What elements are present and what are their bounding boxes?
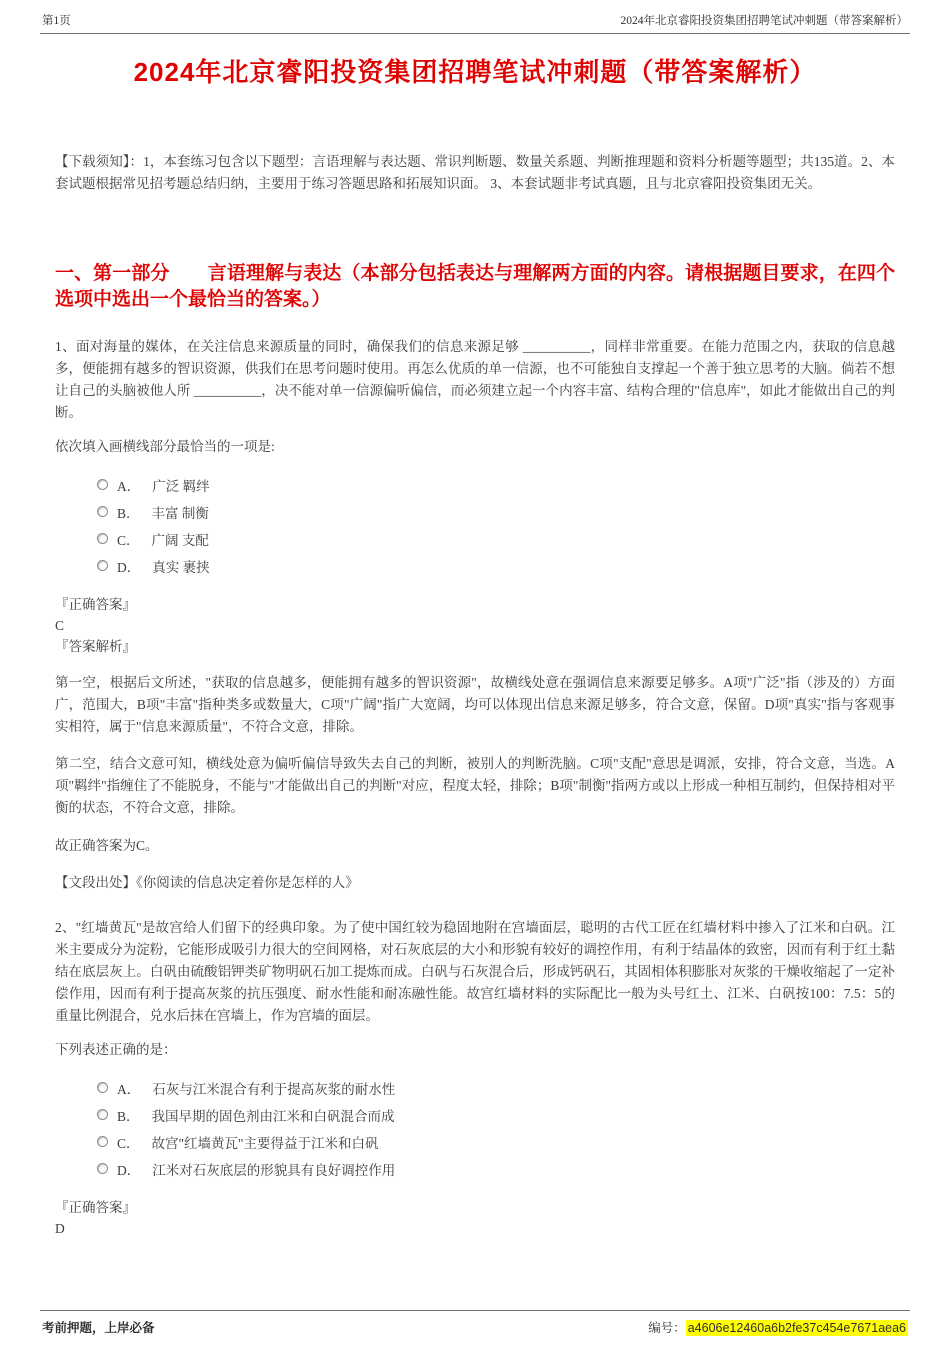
radio-button-icon[interactable]: [97, 1109, 108, 1120]
option-letter: A．: [117, 1081, 141, 1097]
question-2-stem: 2、"红墙黄瓦"是故宫给人们留下的经典印象。为了使中国红较为稳固地附在宫墙面层，聪明的古代工匠在红墙材料中掺入了江米和白矾。江米主要成分为淀粉，它能形成吸引力很大的空间网格，对石灰底层的大小和形貌有较好的调控作用，有利于结晶体的致密，因而有利于红土黏结在底层灰上。白矾由硫酸铝钾类矿物明矾石加工提炼而成。白矾与石灰混合后，形成钙矾石，其固相体积膨胀对灰浆的干燥收缩起了一定补偿作用，因而有利于提高灰浆的抗压强度、耐水性能和耐冻融性能。故宫红墙材料的实际配比一般为头号红土、江米、白矾按100：7.5：5的重量比例混合，兑水后抹在宫墙上，作为宫墙的面层。: [55, 920, 895, 1023]
option-text: 广阔 支配: [151, 532, 209, 548]
option-q1-a[interactable]: [97, 471, 895, 498]
radio-button-icon[interactable]: [97, 479, 108, 490]
download-notice: 【下载须知】：1，本套练习包含以下题型：言语理解与表达题、常识判断题、数量关系题、判断推理题和资料分析题等题型；共135道。2、本套试题根据常见招考题总结归纳，主要用于练习答题思路和拓展知识面。 3、本套试题非考试真题，且与北京睿阳投资集团无关。: [55, 154, 895, 191]
passage-source: 【文段出处】《你阅读的信息决定着你是怎样的人》: [55, 875, 359, 890]
option-q2-d[interactable]: [97, 1155, 895, 1182]
document-code: [648, 1318, 908, 1336]
option-q2-c[interactable]: [97, 1128, 895, 1155]
radio-button-icon[interactable]: [97, 1163, 108, 1174]
document-content: [0, 151, 950, 1239]
option-text: 我国早期的固色剂由江米和白矾混合而成: [151, 1108, 395, 1124]
option-text: 广泛 羁绊: [152, 478, 210, 494]
question-1-options: [55, 471, 895, 579]
question-1-stem: 1、面对海量的媒体，在关注信息来源质量的同时，确保我们的信息来源足够 __________，同样非常重要。在能力范围之内，获取的信息越多，便能拥有越多的智识资源，供我们在思考问题时使用。再怎么优质的单一信源，也不可能独自支撑起一个善于独立思考的大脑。倘若不想让自己的头脑被他人所 __________，决不能对单一信源偏听偏信，而必须建立起一个内容丰富、结构合理的"信息库"，如此才能做出自己的判断。: [55, 339, 895, 420]
question-1-answer-block: [55, 594, 895, 657]
code-label: 编号：: [648, 1321, 686, 1335]
option-letter: D．: [117, 559, 141, 575]
option-letter: C．: [117, 1135, 140, 1151]
option-text: 故宫"红墙黄瓦"主要得益于江米和白矾: [151, 1135, 379, 1151]
page-footer: [42, 1318, 908, 1336]
footer-divider: [40, 1310, 910, 1311]
correct-answer-value: C: [55, 618, 65, 633]
page-number: 第1页: [42, 15, 71, 27]
option-letter: A．: [117, 478, 141, 494]
radio-button-icon[interactable]: [97, 533, 108, 544]
document-title: 2024年北京睿阳投资集团招聘笔试冲刺题（带答案解析）: [133, 57, 817, 87]
header-doc-title: 2024年北京睿阳投资集团招聘笔试冲刺题（带答案解析）: [620, 15, 908, 27]
question-1-prompt: 依次填入画横线部分最恰当的一项是:: [55, 439, 275, 454]
option-letter: D．: [117, 1162, 141, 1178]
question-2-options: [55, 1074, 895, 1182]
question-2: [55, 917, 895, 1239]
header-divider: [40, 33, 910, 34]
radio-button-icon[interactable]: [97, 506, 108, 517]
correct-answer-label: 『正确答案』: [55, 1200, 136, 1215]
section-heading: 一、第一部分 言语理解与表达（本部分包括表达与理解两方面的内容。请根据题目要求，在四个选项中选出一个最恰当的答案。）: [55, 263, 895, 310]
correct-answer-value: D: [55, 1221, 65, 1236]
correct-answer-label: 『正确答案』: [55, 597, 136, 612]
option-text: 石灰与江米混合有利于提高灰浆的耐水性: [152, 1081, 396, 1097]
analysis-label: 『答案解析』: [55, 639, 136, 654]
option-text: 丰富 制衡: [151, 505, 209, 521]
option-letter: B．: [117, 505, 140, 521]
option-text: 真实 裹挟: [152, 559, 210, 575]
question-2-prompt: 下列表述正确的是：: [55, 1042, 177, 1057]
option-letter: C．: [117, 532, 140, 548]
option-q2-a[interactable]: [97, 1074, 895, 1101]
option-text: 江米对石灰底层的形貌具有良好调控作用: [152, 1162, 396, 1178]
analysis-paragraph-2: 第二空，结合文意可知，横线处意为偏听偏信导致失去自己的判断，被别人的判断洗脑。C项"支配"意思是调派，安排，符合文意，当选。A项"羁绊"指缠住了不能脱身，不能与"才能做出自己的判断"对应，程度太轻，排除；B项"制衡"指两方或以上形成一种相互制约，但保持相对平衡的状态，不符合文意，排除。: [55, 756, 895, 815]
option-q1-b[interactable]: [97, 498, 895, 525]
option-letter: B．: [117, 1108, 140, 1124]
analysis-conclusion: 故正确答案为C。: [55, 838, 159, 853]
page-header: [0, 0, 950, 33]
question-2-answer-block: [55, 1197, 895, 1239]
radio-button-icon[interactable]: [97, 560, 108, 571]
analysis-paragraph-1: 第一空，根据后文所述，"获取的信息越多，便能拥有越多的智识资源"，故横线处意在强调信息来源要足够多。A项"广泛"指（涉及的）方面广，范围大，B项"丰富"指种类多或数量大，C项"广阔"指广大宽阔，均可以体现出信息来源足够多，符合文意，保留。D项"真实"指与客观事实相符，属于"信息来源质量"，不符合文意，排除。: [55, 675, 895, 734]
code-value-highlight: a4606e12460a6b2fe37c454e7671aea6: [687, 1321, 906, 1335]
radio-button-icon[interactable]: [97, 1136, 108, 1147]
radio-button-icon[interactable]: [97, 1082, 108, 1093]
question-1: [55, 336, 895, 894]
option-q1-c[interactable]: [97, 525, 895, 552]
option-q1-d[interactable]: [97, 552, 895, 579]
option-q2-b[interactable]: [97, 1101, 895, 1128]
footer-slogan: 考前押题，上岸必备: [42, 1321, 155, 1335]
